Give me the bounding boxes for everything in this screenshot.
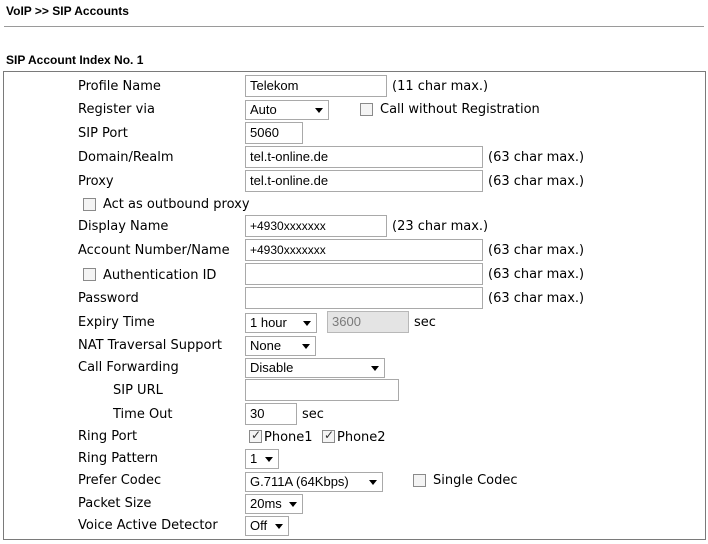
proxy-label: Proxy — [78, 174, 114, 189]
ring-pattern-select[interactable] — [245, 449, 279, 469]
call-forwarding-value: Disable — [250, 360, 294, 375]
profile-name-input[interactable]: Telekom — [245, 75, 387, 97]
expiry-time-label: Expiry Time — [78, 315, 155, 330]
phone2-label: Phone2 — [337, 430, 386, 445]
sip-port-label: SIP Port — [78, 126, 128, 141]
display-name-hint: (23 char max.) — [392, 219, 489, 234]
sip-port-input[interactable]: 5060 — [245, 122, 303, 144]
section-title: SIP Account Index No. 1 — [6, 53, 144, 67]
nat-traversal-select[interactable] — [245, 336, 316, 356]
packet-size-select[interactable] — [245, 494, 303, 514]
outbound-proxy-label: Act as outbound proxy — [103, 197, 250, 212]
domain-realm-input[interactable]: tel.t-online.de — [245, 146, 483, 168]
authentication-id-label: Authentication ID — [103, 268, 217, 283]
authentication-id-hint: (63 char max.) — [488, 267, 585, 282]
expiry-time-select[interactable] — [245, 313, 317, 333]
ring-pattern-label: Ring Pattern — [78, 451, 159, 466]
proxy-hint: (63 char max.) — [488, 174, 585, 189]
profile-name-label: Profile Name — [78, 79, 161, 94]
vad-select[interactable] — [245, 516, 289, 536]
vad-label: Voice Active Detector — [78, 518, 218, 533]
authentication-id-input[interactable] — [245, 263, 483, 285]
password-input[interactable] — [245, 287, 483, 309]
expiry-unit: sec — [414, 315, 436, 330]
chevron-down-icon — [275, 524, 283, 529]
sip-url-label: SIP URL — [113, 383, 163, 398]
prefer-codec-label: Prefer Codec — [78, 473, 162, 488]
ring-port-label: Ring Port — [78, 429, 138, 444]
packet-size-label: Packet Size — [78, 496, 152, 511]
nat-traversal-value: None — [250, 338, 282, 353]
display-name-input[interactable]: +4930xxxxxxx — [245, 215, 387, 237]
authentication-id-checkbox[interactable] — [83, 268, 96, 281]
sip-url-input[interactable] — [245, 379, 399, 401]
chevron-down-icon — [371, 366, 379, 371]
time-out-label: Time Out — [113, 407, 173, 422]
call-without-registration-label: Call without Registration — [380, 102, 540, 117]
call-forwarding-label: Call Forwarding — [78, 360, 179, 375]
proxy-input[interactable]: tel.t-online.de — [245, 170, 483, 192]
domain-realm-label: Domain/Realm — [78, 150, 174, 165]
prefer-codec-select[interactable] — [245, 472, 383, 492]
phone2-checkbox[interactable] — [322, 430, 335, 443]
nat-traversal-label: NAT Traversal Support — [78, 338, 222, 353]
call-forwarding-select[interactable] — [245, 358, 385, 378]
phone1-checkbox[interactable] — [249, 430, 262, 443]
chevron-down-icon — [302, 344, 310, 349]
title-divider — [4, 26, 704, 27]
password-label: Password — [78, 291, 139, 306]
chevron-down-icon — [315, 108, 323, 113]
page-title: VoIP >> SIP Accounts — [6, 4, 129, 18]
display-name-label: Display Name — [78, 219, 169, 234]
chevron-down-icon — [303, 321, 311, 326]
time-out-unit: sec — [302, 407, 324, 422]
single-codec-checkbox[interactable] — [413, 474, 426, 487]
account-number-hint: (63 char max.) — [488, 243, 585, 258]
account-number-label: Account Number/Name — [78, 243, 230, 258]
prefer-codec-value: G.711A (64Kbps) — [250, 474, 349, 489]
register-via-value: Auto — [250, 102, 277, 117]
packet-size-value: 20ms — [250, 496, 282, 511]
domain-realm-hint: (63 char max.) — [488, 150, 585, 165]
chevron-down-icon — [289, 502, 297, 507]
expiry-time-value: 1 hour — [250, 315, 287, 330]
phone1-label: Phone1 — [264, 430, 313, 445]
outbound-proxy-checkbox[interactable] — [83, 198, 96, 211]
vad-value: Off — [250, 518, 268, 533]
password-hint: (63 char max.) — [488, 291, 585, 306]
chevron-down-icon — [369, 480, 377, 485]
time-out-input[interactable]: 30 — [245, 403, 297, 425]
account-number-input[interactable]: +4930xxxxxxx — [245, 239, 483, 261]
single-codec-label: Single Codec — [433, 473, 518, 488]
call-without-registration-checkbox[interactable] — [360, 103, 373, 116]
register-via-label: Register via — [78, 102, 155, 117]
register-via-select[interactable] — [245, 100, 329, 120]
expiry-seconds-input: 3600 — [327, 311, 409, 333]
profile-name-hint: (11 char max.) — [392, 79, 489, 94]
ring-pattern-value: 1 — [250, 451, 258, 466]
chevron-down-icon — [265, 457, 273, 462]
